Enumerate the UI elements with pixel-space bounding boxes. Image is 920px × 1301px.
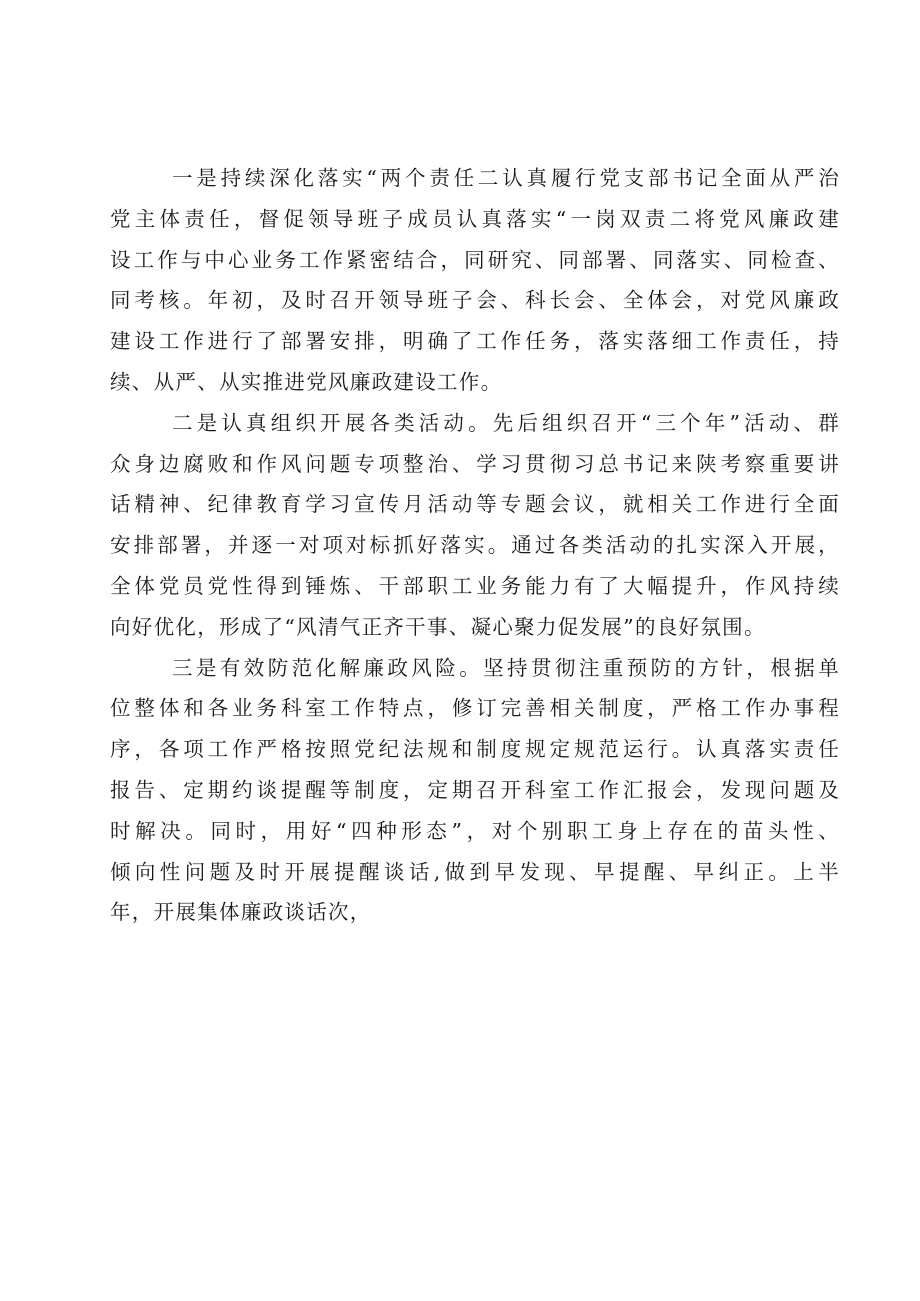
document-body [110,158,840,933]
text-line: 党主体责任，督促领导班子成员认真落实“一岗双责二将党风廉政建 [110,206,840,231]
text-line: 众身边腐败和作风问题专项整治、学习贯彻习总书记来陕考察重要讲 [110,451,840,476]
paragraph-1 [110,158,840,403]
text-line: 同考核。年初，及时召开领导班子会、科长会、全体会，对党风廉政 [110,288,840,313]
text-line: 三是有效防范化解廉政风险。坚持贯彻注重预防的方针，根据单 [172,655,840,680]
paragraph-3 [110,648,840,934]
text-line: 报告、定期约谈提醒等制度，定期召开科室工作汇报会，发现问题及 [110,777,840,802]
text-line: 时解决。同时，用好“四种形态”，对个别职工身上存在的苗头性、 [110,818,840,843]
text-line: 向好优化，形成了“风清气正齐干事、凝心聚力促发展”的良好氛围。 [110,614,766,639]
text-line: 一是持续深化落实“两个责任二认真履行党支部书记全面从严治 [172,166,840,190]
text-line: 二是认真组织开展各类活动。先后组织召开“三个年”活动、群 [172,410,840,435]
text-line: 话精神、纪律教育学习宣传月活动等专题会议，就相关工作进行全面 [110,492,840,517]
text-line: 序，各项工作严格按照党纪法规和制度规定规范运行。认真落实责任 [110,737,840,762]
paragraph-2 [110,403,840,648]
text-line: 安排部署，并逐一对项对标抓好落实。通过各类活动的扎实深入开展， [110,533,840,558]
text-line: 年，开展集体廉政谈话次， [110,900,372,925]
text-line: 设工作与中心业务工作紧密结合，同研究、同部署、同落实、同检查、 [110,247,840,272]
text-line: 全体党员党性得到锤炼、干部职工业务能力有了大幅提升，作风持续 [110,573,840,598]
text-line: 建设工作进行了部署安排，明确了工作任务，落实落细工作责任，持 [110,329,840,354]
text-line: 续、从严、从实推进党风廉政建设工作。 [110,369,503,394]
text-line: 位整体和各业务科室工作特点，修订完善相关制度，严格工作办事程 [110,696,840,721]
text-line: 倾向性问题及时开展提醒谈话,做到早发现、早提醒、早纠正。上半 [110,859,840,884]
